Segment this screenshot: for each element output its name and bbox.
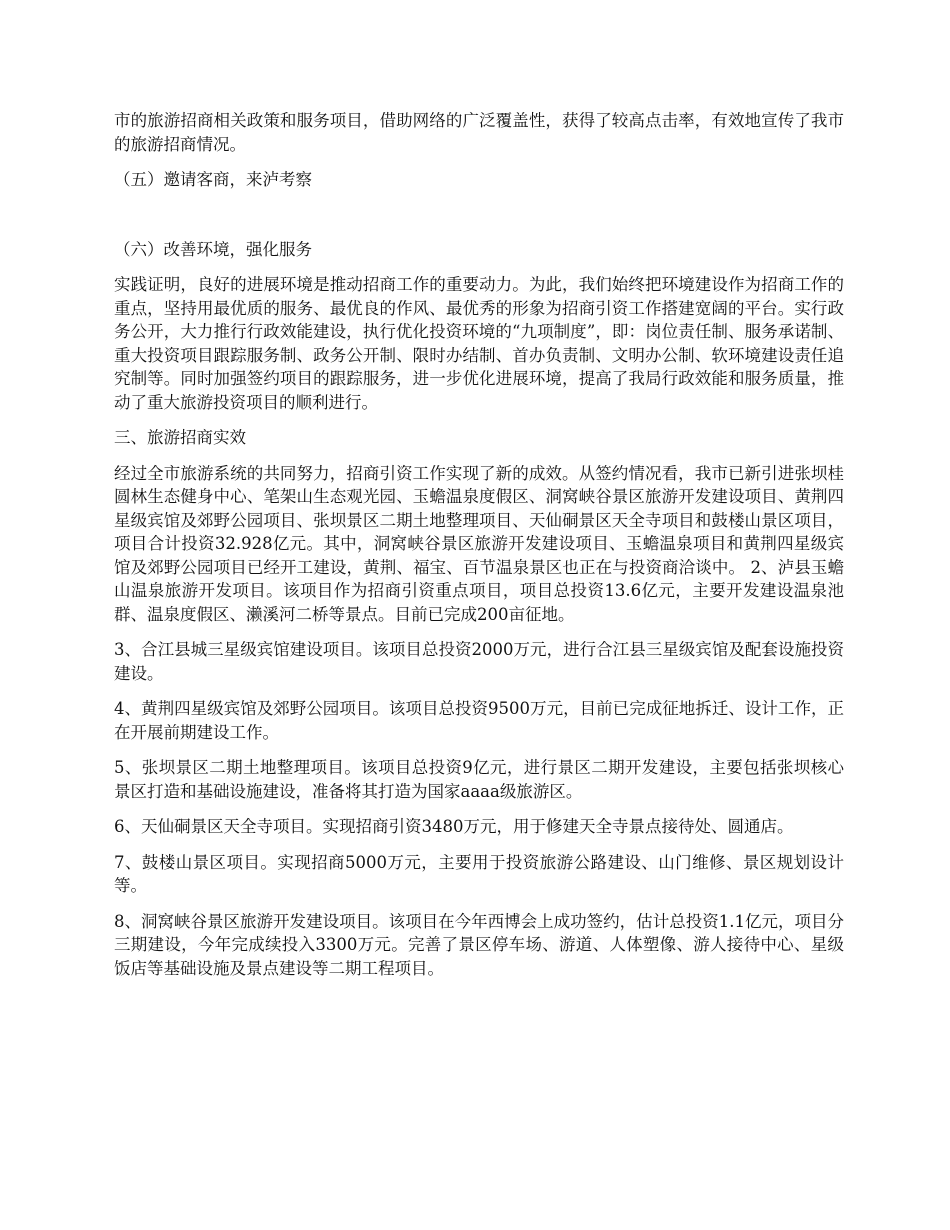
spacer xyxy=(114,204,844,238)
paragraph-item-6: 6、天仙硐景区天全寺项目。实现招商引资3480万元，用于修建天全寺景点接待处、圆通店。 xyxy=(114,817,794,836)
paragraph-environment: 实践证明，良好的进展环境是推动招商工作的重要动力。为此，我们始终把环境建设作为招商工作的重点，坚持用最优质的服务、最优良的作风、最优秀的形象为招商引资工作搭建宽阔的平台。实行政务公开，大力推行行政效能建设，执行优化投资环境的“九项制度”，即：岗位责任制、服务承诺制、重大投资项目跟踪服务制、政务公开制、限时办结制、首办负责制、文明办公制、软环境建设责任追究制等。同时加强签约项目的跟踪服务，进一步优化进展环境，提高了我局行政效能和服务质量，推动了重大旅游投资项目的顺利进行。 xyxy=(114,275,844,412)
paragraph-item-8: 8、洞窝峡谷景区旅游开发建设项目。该项目在今年西博会上成功签约，估计总投资1.1亿元，项目分三期建设，今年完成续投入3300万元。完善了景区停车场、游道、人体塑像、游人接待中心、星级饭店等基础设施及景点建设等二期工程项目。 xyxy=(114,911,844,978)
paragraph-item-3: 3、合江县城三星级宾馆建设项目。该项目总投资2000万元，进行合江县三星级宾馆及配套设施投资建设。 xyxy=(114,640,844,683)
paragraph-intro: 市的旅游招商相关政策和服务项目，借助网络的广泛覆盖性，获得了较高点击率，有效地宣传了我市的旅游招商情况。 xyxy=(114,111,844,154)
paragraph-item-7: 7、鼓楼山景区项目。实现招商5000万元，主要用于投资旅游公路建设、山门维修、景区规划设计等。 xyxy=(114,852,844,895)
section-heading-results: 三、旅游招商实效 xyxy=(114,428,246,447)
section-heading-5: （五）邀请客商，来泸考察 xyxy=(114,170,312,189)
paragraph-results: 经过全市旅游系统的共同努力，招商引资工作实现了新的成效。从签约情况看，我市已新引进张坝桂圆林生态健身中心、笔架山生态观光园、玉蟾温泉度假区、洞窝峡谷景区旅游开发建设项目、黄荆四星级宾馆及郊野公园项目、张坝景区二期土地整理项目、天仙硐景区天全寺项目和鼓楼山景区项目，项目合计投资32.928亿元。其中，洞窝峡谷景区旅游开发建设项目、玉蟾温泉项目和黄荆四星级宾馆及郊野公园项目已经开工建设，黄荆、福宝、百节温泉景区也正在与投资商洽谈中。 2、泸县玉蟾山温泉旅游开发项目。该项目作为招商引资重点项目，项目总投资13.6亿元，主要开发建设温泉池群、温泉度假区、濑溪河二桥等景点。目前已完成200亩征地。 xyxy=(114,463,844,624)
document-body xyxy=(114,109,844,992)
paragraph-item-5: 5、张坝景区二期土地整理项目。该项目总投资9亿元，进行景区二期开发建设，主要包括张坝核心景区打造和基础设施建设，准备将其打造为国家aaaa级旅游区。 xyxy=(114,758,844,801)
paragraph-item-4: 4、黄荆四星级宾馆及郊野公园项目。该项目总投资9500万元，目前已完成征地拆迁、设计工作，正在开展前期建设工作。 xyxy=(114,699,844,742)
section-heading-6: （六）改善环境，强化服务 xyxy=(114,239,312,259)
